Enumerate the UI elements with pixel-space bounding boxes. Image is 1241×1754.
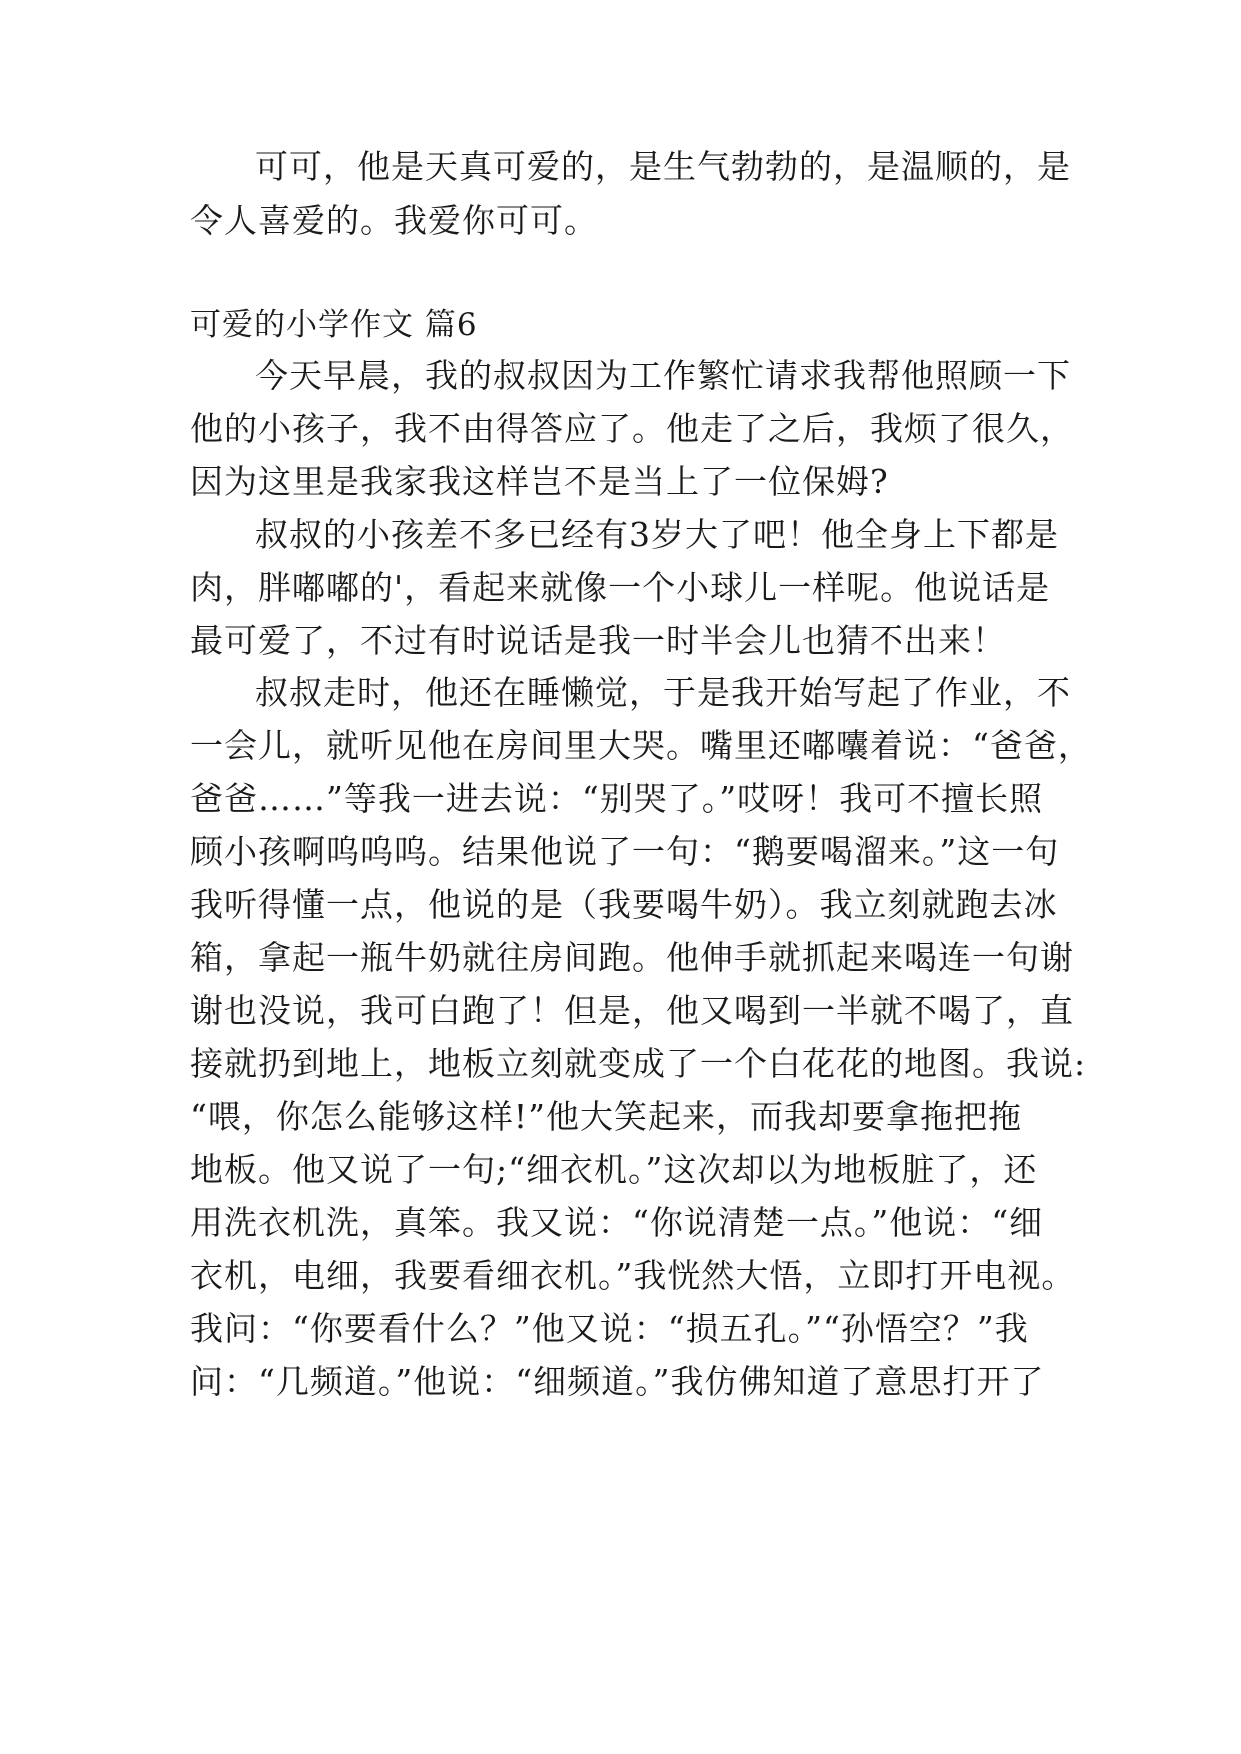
paragraph-line: 地板。他又说了一句;“细衣机。”这次却以为地板脏了，还 xyxy=(190,1150,1038,1189)
paragraph-line: 我问：“你要看什么？”他又说：“损五孔。”“孙悟空？”我 xyxy=(190,1309,1029,1348)
paragraph-line: 用洗衣机洗，真笨。我又说：“你说清楚一点。”他说：“细 xyxy=(190,1203,1044,1242)
paragraph-line: 叔叔的小孩差不多已经有3岁大了吧！他全身上下都是 xyxy=(255,515,1059,554)
paragraph-line: 顾小孩啊呜呜呜。结果他说了一句：“鹅要喝溜来。”这一句 xyxy=(190,832,1060,871)
paragraph-line: 最可爱了，不过有时说话是我一时半会儿也猜不出来！ xyxy=(190,621,1006,660)
section-heading: 可爱的小学作文 篇6 xyxy=(190,307,478,343)
paragraph-line: 衣机，电细，我要看细衣机。”我恍然大悟，立即打开电视。 xyxy=(190,1256,1076,1295)
paragraph-line: 肉，胖嘟嘟的'，看起来就像一个小球儿一样呢。他说话是 xyxy=(190,568,1051,607)
paragraph-line: 问：“几频道。”他说：“细频道。”我仿佛知道了意思打开了 xyxy=(190,1362,1045,1401)
paragraph-line: 我听得懂一点，他说的是（我要喝牛奶）。我立刻就跑去冰 xyxy=(190,885,1058,924)
paragraph-line: 谢也没说，我可白跑了！但是，他又喝到一半就不喝了，直 xyxy=(190,991,1074,1030)
paragraph-line: 他的小孩子，我不由得答应了。他走了之后，我烦了很久， xyxy=(190,409,1074,448)
paragraph-line: 接就扔到地上，地板立刻就变成了一个白花花的地图。我说: xyxy=(190,1044,1087,1083)
paragraph-line: 今天早晨，我的叔叔因为工作繁忙请求我帮他照顾一下 xyxy=(255,356,1071,395)
paragraph-line: “喂，你怎么能够这样!”他大笑起来，而我却要拿拖把拖 xyxy=(190,1097,1023,1136)
paragraph-line: 箱，拿起一瓶牛奶就往房间跑。他伸手就抓起来喝连一句谢 xyxy=(190,938,1074,977)
paragraph-line: 可可，他是天真可爱的，是生气勃勃的，是温顺的，是 xyxy=(255,147,1071,186)
paragraph-line: 令人喜爱的。我爱你可可。 xyxy=(190,201,598,240)
paragraph-line: 因为这里是我家我这样岂不是当上了一位保姆? xyxy=(190,462,889,501)
paragraph-line: 一会儿，就听见他在房间里大哭。嘴里还嘟囔着说：“爸爸， xyxy=(190,726,1092,765)
paragraph-line: 叔叔走时，他还在睡懒觉，于是我开始写起了作业，不 xyxy=(255,673,1071,712)
paragraph-line: 爸爸……”等我一进去说：“别哭了。”哎呀！我可不擅长照 xyxy=(190,779,1044,818)
